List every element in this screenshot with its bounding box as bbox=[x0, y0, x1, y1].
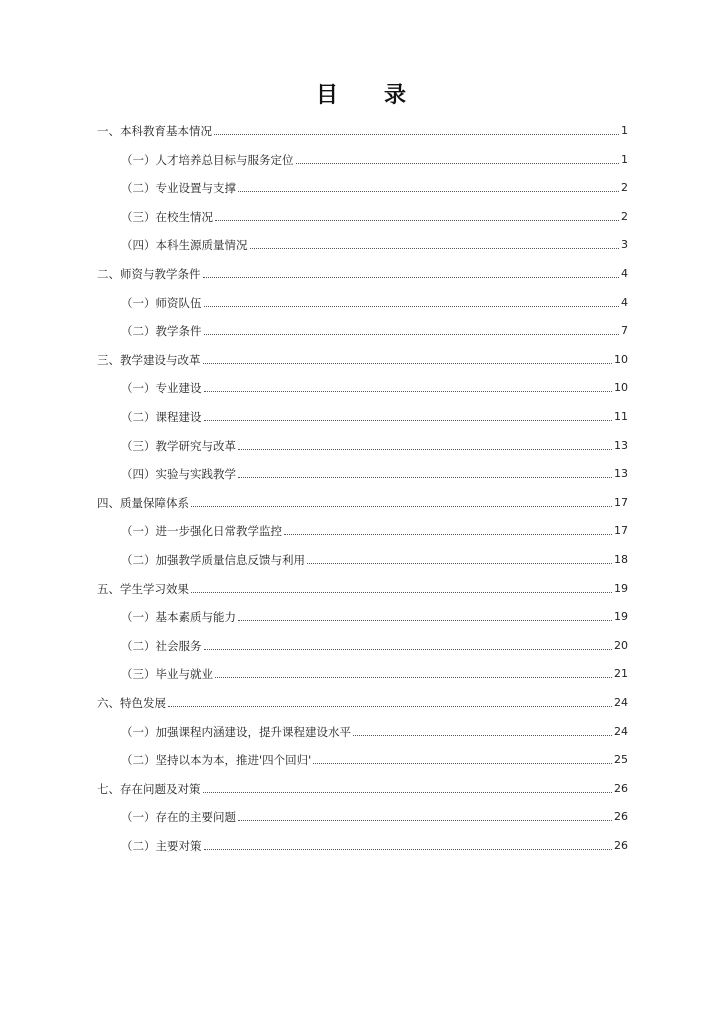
toc-page-number: 19 bbox=[614, 610, 628, 623]
toc-page-number: 26 bbox=[614, 782, 628, 795]
toc-page-number: 1 bbox=[621, 124, 628, 137]
dot-leader bbox=[296, 163, 620, 164]
toc-entry[interactable] bbox=[97, 118, 628, 138]
dot-leader bbox=[204, 306, 620, 307]
toc-page-number: 21 bbox=[614, 667, 628, 680]
toc-page-number: 4 bbox=[621, 296, 628, 309]
dot-leader bbox=[313, 763, 612, 764]
page-title bbox=[0, 78, 724, 109]
toc-entry-label: 三、教学建设与改革 bbox=[97, 353, 201, 367]
toc-page-number: 24 bbox=[614, 696, 628, 709]
toc-entry[interactable] bbox=[121, 433, 628, 453]
toc-page-number: 7 bbox=[621, 324, 628, 337]
toc-page-number: 26 bbox=[614, 810, 628, 823]
toc-entry-label: （三）教学研究与改革 bbox=[121, 439, 236, 453]
toc-entry[interactable] bbox=[121, 375, 628, 395]
toc-entry-label: （一）存在的主要问题 bbox=[121, 810, 236, 824]
toc-entry-label: （二）教学条件 bbox=[121, 324, 202, 338]
toc-entry-label: 七、存在问题及对策 bbox=[97, 782, 201, 796]
dot-leader bbox=[204, 849, 613, 850]
toc-entry[interactable] bbox=[121, 719, 628, 739]
toc-entry-label: （一）基本素质与能力 bbox=[121, 610, 236, 624]
toc-entry[interactable] bbox=[121, 804, 628, 824]
toc-entry[interactable] bbox=[97, 490, 628, 510]
toc-entry-label: （一）人才培养总目标与服务定位 bbox=[121, 153, 294, 167]
dot-leader bbox=[204, 391, 613, 392]
toc-page-number: 17 bbox=[614, 524, 628, 537]
dot-leader bbox=[353, 735, 612, 736]
toc-entry[interactable] bbox=[121, 290, 628, 310]
dot-leader bbox=[204, 334, 620, 335]
dot-leader bbox=[238, 191, 619, 192]
dot-leader bbox=[203, 363, 613, 364]
toc-entry-label: （一）加强课程内涵建设，提升课程建设水平 bbox=[121, 725, 351, 739]
toc-entry-label: （二）主要对策 bbox=[121, 839, 202, 853]
toc-entry-label: （四）实验与实践教学 bbox=[121, 467, 236, 481]
toc-entry[interactable] bbox=[121, 318, 628, 338]
page-title-char-2: 录 bbox=[384, 83, 409, 108]
toc-entry[interactable] bbox=[121, 175, 628, 195]
page-title-char-1: 目 bbox=[315, 83, 340, 108]
toc-entry[interactable] bbox=[121, 147, 628, 167]
toc-page-number: 20 bbox=[614, 639, 628, 652]
toc-entry[interactable] bbox=[97, 347, 628, 367]
toc-entry[interactable] bbox=[97, 261, 628, 281]
dot-leader bbox=[191, 506, 612, 507]
dot-leader bbox=[238, 477, 612, 478]
dot-leader bbox=[204, 649, 613, 650]
dot-leader bbox=[215, 220, 619, 221]
dot-leader bbox=[203, 792, 613, 793]
toc-page-number: 13 bbox=[614, 439, 628, 452]
toc-entry-label: （三）在校生情况 bbox=[121, 210, 213, 224]
toc-page-number: 11 bbox=[614, 410, 628, 423]
toc-entry[interactable] bbox=[121, 547, 628, 567]
toc-page-number: 18 bbox=[614, 553, 628, 566]
toc-entry-label: （一）师资队伍 bbox=[121, 296, 202, 310]
toc-entry-label: 四、质量保障体系 bbox=[97, 496, 189, 510]
toc-page-number: 1 bbox=[621, 153, 628, 166]
toc-entry-label: （二）社会服务 bbox=[121, 639, 202, 653]
toc-page-number: 10 bbox=[614, 353, 628, 366]
toc-page-number: 3 bbox=[621, 238, 628, 251]
toc-entry-label: 五、学生学习效果 bbox=[97, 582, 189, 596]
toc-entry[interactable] bbox=[121, 461, 628, 481]
toc-entry-label: （四）本科生源质量情况 bbox=[121, 238, 248, 252]
toc-entry-label: 六、特色发展 bbox=[97, 696, 166, 710]
toc-entry[interactable] bbox=[121, 604, 628, 624]
dot-leader bbox=[215, 677, 612, 678]
toc-entry[interactable] bbox=[121, 661, 628, 681]
dot-leader bbox=[214, 134, 619, 135]
toc-entry[interactable] bbox=[121, 404, 628, 424]
toc-entry[interactable] bbox=[121, 747, 628, 767]
dot-leader bbox=[250, 248, 620, 249]
dot-leader bbox=[191, 592, 612, 593]
toc-page-number: 19 bbox=[614, 582, 628, 595]
dot-leader bbox=[238, 449, 612, 450]
toc-entry[interactable] bbox=[121, 518, 628, 538]
dot-leader bbox=[204, 420, 613, 421]
toc-entry-label: 二、师资与教学条件 bbox=[97, 267, 201, 281]
toc-page-number: 26 bbox=[614, 839, 628, 852]
toc-entry[interactable] bbox=[97, 576, 628, 596]
toc-page-number: 25 bbox=[614, 753, 628, 766]
toc-page-number: 24 bbox=[614, 725, 628, 738]
toc-entry[interactable] bbox=[97, 690, 628, 710]
toc-page-number: 4 bbox=[621, 267, 628, 280]
toc-entry-label: （二）加强教学质量信息反馈与利用 bbox=[121, 553, 305, 567]
toc-page-number: 2 bbox=[621, 210, 628, 223]
dot-leader bbox=[168, 706, 612, 707]
toc-page-number: 13 bbox=[614, 467, 628, 480]
toc-entry[interactable] bbox=[121, 633, 628, 653]
toc-entry[interactable] bbox=[121, 204, 628, 224]
dot-leader bbox=[238, 620, 612, 621]
toc-page-number: 10 bbox=[614, 381, 628, 394]
toc-entry[interactable] bbox=[97, 776, 628, 796]
toc-entry-label: （二）坚持以本为本，推进'四个回归' bbox=[121, 753, 312, 767]
dot-leader bbox=[238, 820, 612, 821]
toc-entry[interactable] bbox=[121, 232, 628, 252]
toc-entry[interactable] bbox=[121, 833, 628, 853]
toc-entry-label: （二）课程建设 bbox=[121, 410, 202, 424]
toc-entry-label: （一）进一步强化日常教学监控 bbox=[121, 524, 282, 538]
toc-entry-label: （一）专业建设 bbox=[121, 381, 202, 395]
toc-entry-label: （三）毕业与就业 bbox=[121, 667, 213, 681]
dot-leader bbox=[203, 277, 620, 278]
toc-entry-label: 一、本科教育基本情况 bbox=[97, 124, 212, 138]
dot-leader bbox=[307, 563, 612, 564]
toc-page-number: 17 bbox=[614, 496, 628, 509]
toc-page-number: 2 bbox=[621, 181, 628, 194]
toc-entry-label: （二）专业设置与支撑 bbox=[121, 181, 236, 195]
dot-leader bbox=[284, 534, 612, 535]
